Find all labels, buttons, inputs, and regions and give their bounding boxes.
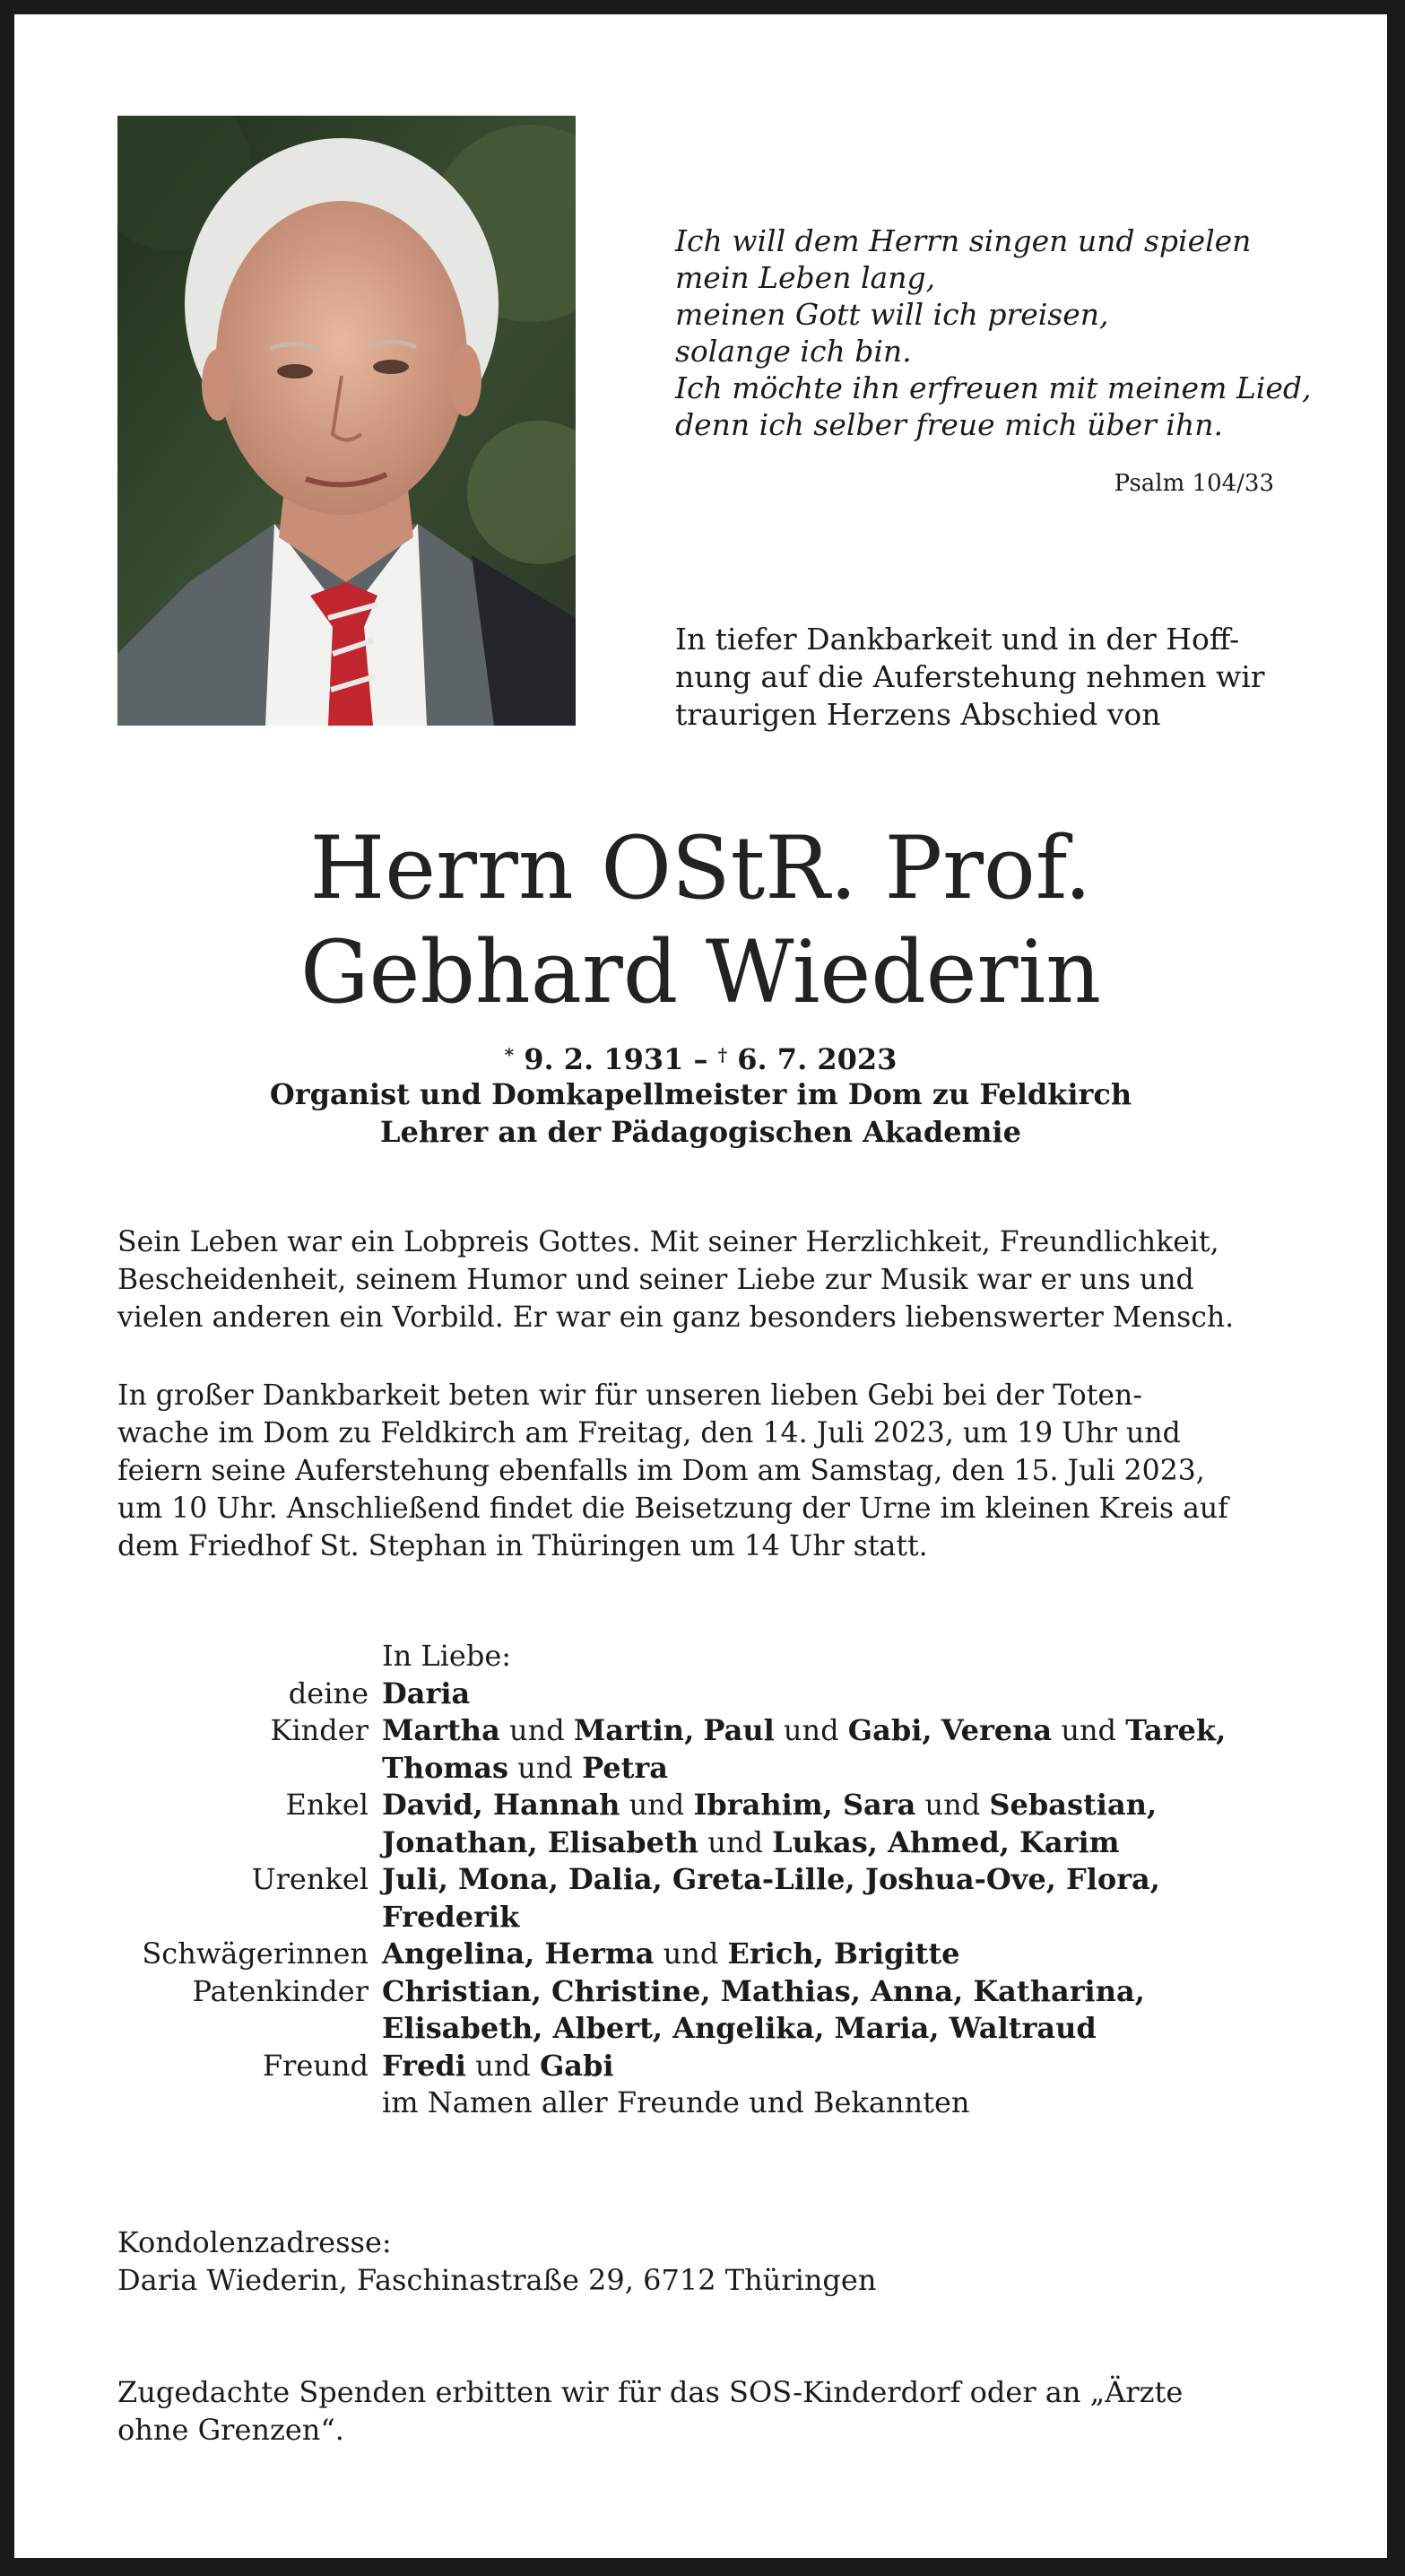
- family-member-name: Paul: [703, 1713, 775, 1747]
- family-member-names: Christian, Christine, Mathias, Anna, Katharina,: [382, 1973, 1145, 2008]
- date-separator: –: [693, 1042, 708, 1076]
- family-list: [117, 1638, 1301, 2122]
- conjunction: und: [783, 1713, 839, 1747]
- family-member-name: Thomas: [382, 1750, 509, 1785]
- family-row-children: [117, 1712, 1301, 1787]
- role-organist: Organist und Domkapellmeister im Dom zu Feldkirch: [269, 1077, 1132, 1111]
- born-symbol: *: [504, 1044, 515, 1066]
- psalm-line: Ich will dem Herrn singen und spielen: [675, 223, 1252, 258]
- condolence-address: [117, 2224, 1288, 2299]
- service-line: feiern seine Auferstehung ebenfalls im Dom am Samstag, den 15. Juli 2023,: [117, 1455, 1205, 1487]
- conjunction: und: [629, 1788, 685, 1822]
- family-member-name: Gabi: [539, 2048, 614, 2083]
- family-heading: In Liebe:: [382, 1639, 512, 1673]
- family-member-names: Frederik: [382, 1899, 520, 1934]
- psalm-quote: [675, 222, 1312, 443]
- family-member-name: Erich, Brigitte: [727, 1936, 960, 1971]
- family-closing: im Namen aller Freunde und Bekannten: [382, 2085, 970, 2119]
- service-line: In großer Dankbarkeit beten wir für unseren lieben Gebi bei der Toten-: [117, 1379, 1142, 1412]
- conjunction: und: [1061, 1713, 1117, 1747]
- family-row-great-grandchildren: [117, 1861, 1301, 1936]
- deceased-roles: [14, 1075, 1387, 1151]
- psalm-line: mein Leben lang,: [675, 260, 936, 295]
- family-member-names: Juli, Mona, Dalia, Greta-Lille, Joshua-Ove, Flora,: [382, 1862, 1160, 1896]
- family-label: Freund: [262, 2048, 369, 2083]
- condolence-label: Kondolenzadresse:: [117, 2225, 392, 2259]
- service-line: dem Friedhof St. Stephan in Thüringen um 14 Uhr statt.: [117, 1530, 928, 1562]
- family-member-name: Angelina, Herma: [382, 1936, 655, 1971]
- family-member-name: Lukas, Ahmed, Karim: [772, 1824, 1120, 1859]
- condolence-address-text: Daria Wiederin, Faschinastraße 29, 6712 Thüringen: [117, 2263, 877, 2297]
- conjunction: und: [517, 1750, 573, 1785]
- family-member-name: David, Hannah: [382, 1788, 620, 1822]
- tribute-paragraph: [117, 1223, 1288, 1336]
- obituary-page: [14, 14, 1387, 2558]
- life-dates: [14, 1037, 1387, 1078]
- conjunction: und: [924, 1788, 981, 1822]
- family-member-name: Verena: [941, 1713, 1053, 1747]
- family-member-name: Fredi: [382, 2048, 466, 2083]
- family-row-sisters-in-law: [117, 1936, 1301, 1973]
- psalm-line: Ich möchte ihn erfreuen mit meinem Lied,: [675, 370, 1312, 405]
- birth-date: 9. 2. 1931: [524, 1042, 684, 1076]
- conjunction: und: [663, 1936, 719, 1971]
- family-member-name: Jonathan, Elisabeth: [382, 1824, 699, 1859]
- family-row-grandchildren: [117, 1787, 1301, 1861]
- psalm-line: meinen Gott will ich preisen,: [675, 297, 1109, 332]
- family-row-spouse: [117, 1675, 1301, 1713]
- role-teacher: Lehrer an der Pädagogischen Akademie: [380, 1115, 1021, 1149]
- donation-line: ohne Grenzen“.: [117, 2413, 344, 2447]
- service-line: um 10 Uhr. Anschließend findet die Beisetzung der Urne im kleinen Kreis auf: [117, 1493, 1228, 1525]
- psalm-reference: Psalm 104/33: [1114, 470, 1274, 497]
- service-paragraph: [117, 1377, 1288, 1565]
- family-member-name: Petra: [582, 1750, 669, 1785]
- family-member-name: Martha: [382, 1713, 500, 1747]
- family-member-name: Sebastian,: [989, 1788, 1158, 1822]
- family-label: Enkel: [285, 1788, 369, 1822]
- family-row-godchildren: [117, 1973, 1301, 2048]
- conjunction: und: [475, 2048, 531, 2083]
- family-member-name: Gabi,: [847, 1713, 932, 1747]
- conjunction: und: [707, 1824, 763, 1859]
- tribute-line: Bescheidenheit, seinem Humor und seiner Liebe zur Musik war er uns und: [117, 1264, 1194, 1296]
- family-row-friend: [117, 2048, 1301, 2085]
- service-line: wache im Dom zu Feldkirch am Freitag, den 14. Juli 2023, um 19 Uhr und: [117, 1417, 1181, 1449]
- intro-text: [675, 621, 1294, 734]
- intro-line: In tiefer Dankbarkeit und in der Hoff-: [675, 622, 1240, 657]
- family-member-name: Ibrahim, Sara: [693, 1788, 916, 1822]
- died-symbol: †: [717, 1044, 728, 1066]
- deceased-name: [14, 816, 1387, 1024]
- death-date: 6. 7. 2023: [737, 1042, 898, 1076]
- deceased-name-line2: Gebhard Wiederin: [299, 922, 1102, 1023]
- family-label: Urenkel: [251, 1862, 369, 1896]
- donation-note: [117, 2373, 1288, 2449]
- family-member-name: Tarek,: [1125, 1713, 1227, 1747]
- family-label: Kinder: [270, 1713, 369, 1747]
- donation-line: Zugedachte Spenden erbitten wir für das SOS-Kinderdorf oder an „Ärzte: [117, 2375, 1184, 2409]
- deceased-name-line1: Herrn OStR. Prof.: [309, 818, 1092, 918]
- family-label: deine: [288, 1675, 369, 1710]
- family-member-names: Elisabeth, Albert, Angelika, Maria, Waltraud: [382, 2011, 1097, 2045]
- psalm-line: denn ich selber freue mich über ihn.: [675, 407, 1223, 442]
- conjunction: und: [508, 1713, 565, 1747]
- portrait-photo: [117, 116, 576, 726]
- tribute-line: Sein Leben war ein Lobpreis Gottes. Mit seiner Herzlichkeit, Freundlichkeit,: [117, 1226, 1219, 1258]
- family-member-name: Daria: [382, 1675, 471, 1710]
- tribute-line: vielen anderen ein Vorbild. Er war ein ganz besonders liebenswerter Mensch.: [117, 1301, 1235, 1334]
- intro-line: nung auf die Auferstehung nehmen wir: [675, 659, 1265, 694]
- intro-line: traurigen Herzens Abschied von: [675, 697, 1161, 732]
- family-member-name: Martin,: [573, 1713, 695, 1747]
- family-label: Schwägerinnen: [142, 1936, 369, 1971]
- family-label: Patenkinder: [192, 1973, 369, 2008]
- psalm-line: solange ich bin.: [675, 334, 912, 369]
